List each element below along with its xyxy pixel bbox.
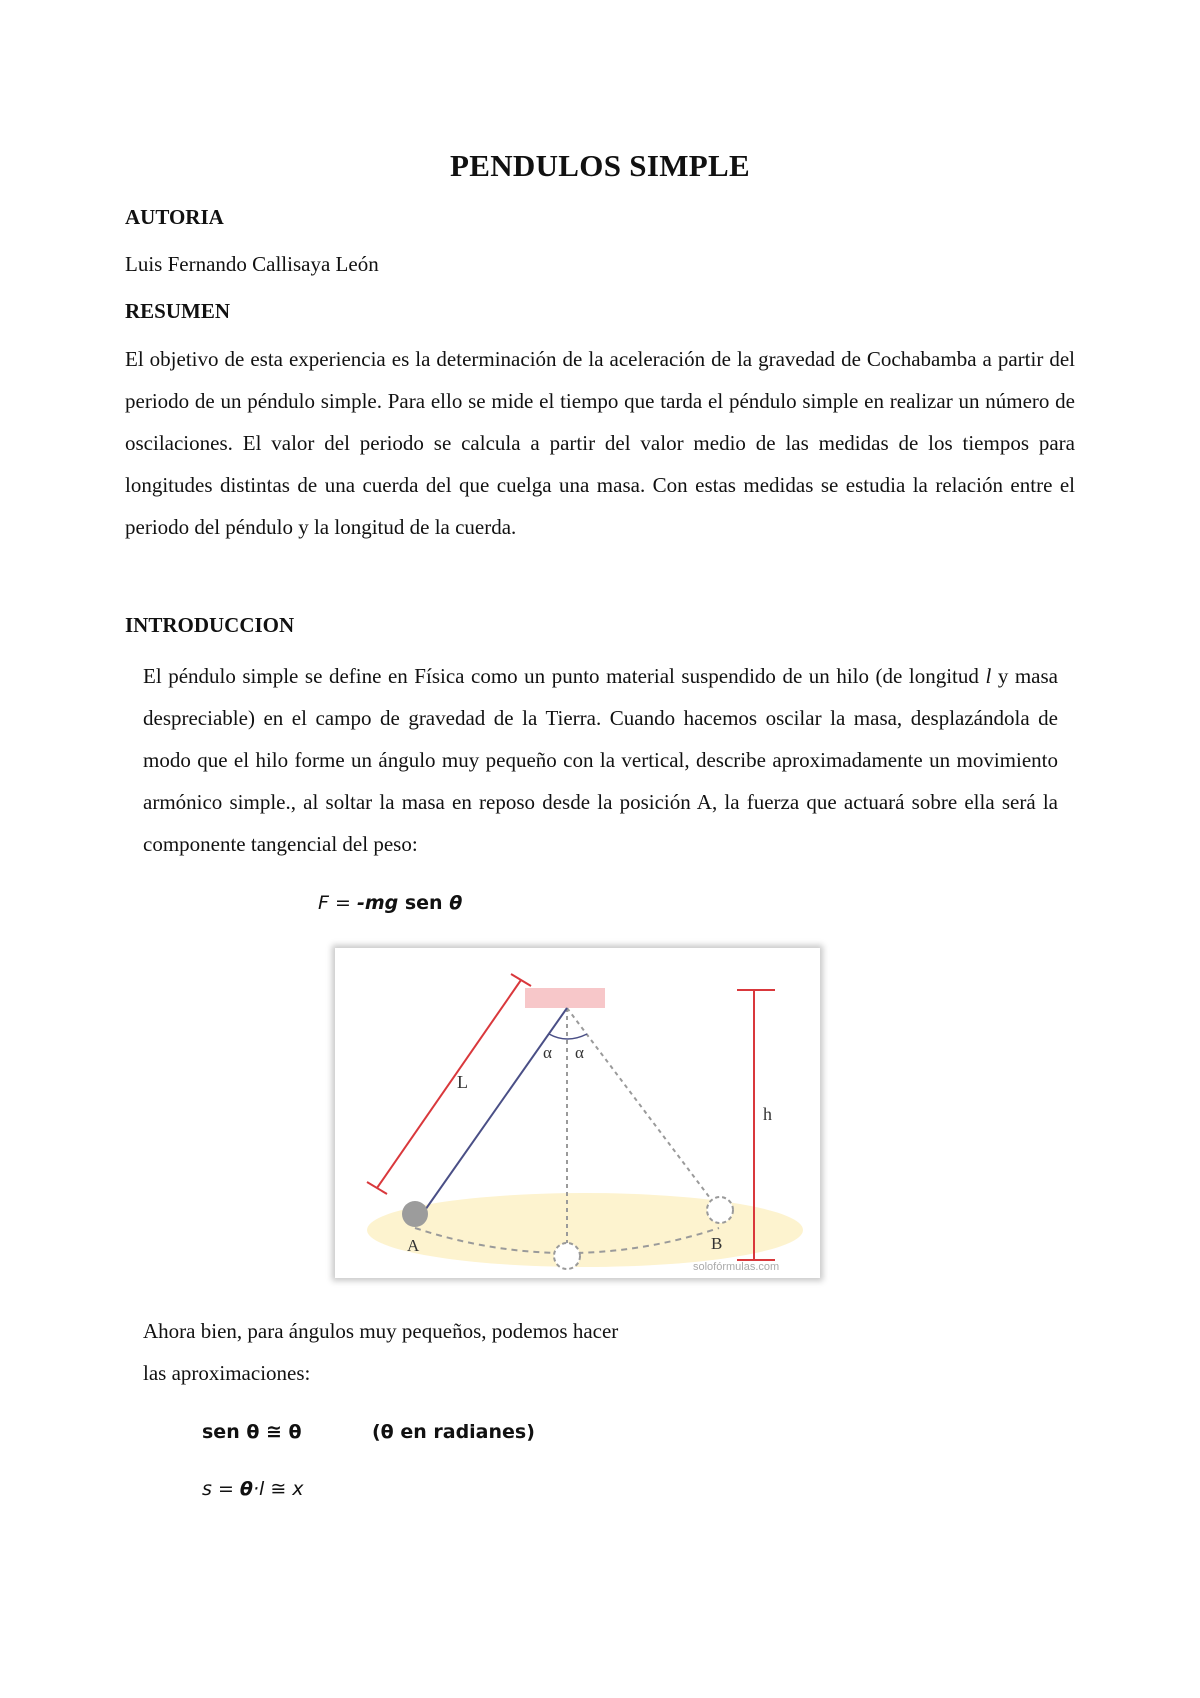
- intro-variable-l: l: [985, 664, 992, 688]
- pendulum-diagram: [335, 948, 820, 1278]
- minus-mg: -mg: [356, 892, 399, 914]
- page-title: PENDULOS SIMPLE: [450, 148, 750, 183]
- pendulum-bob-a: [402, 1201, 428, 1227]
- watermark: solofórmulas.com: [693, 1261, 780, 1273]
- label-h: h: [763, 1104, 772, 1124]
- after-line-2: las aproximaciones:: [143, 1361, 311, 1385]
- label-alpha-left: α: [543, 1043, 552, 1062]
- after-line-1: Ahora bien, para ángulos muy pequeños, podemos hacer: [143, 1319, 619, 1343]
- resumen-paragraph: [125, 338, 1075, 548]
- intro-text-part-1: El péndulo simple se define en Física como un punto material suspendido de un hilo (de longitud: [143, 664, 986, 688]
- arc-equation: s = θ·l ≅ x: [202, 1478, 304, 1500]
- arc-x: x: [292, 1478, 304, 1500]
- theta-symbol: θ: [449, 892, 463, 914]
- pendulum-figure: [335, 948, 820, 1278]
- approx-equation: sen θ ≅ θ: [202, 1421, 302, 1443]
- arc-theta: θ: [239, 1478, 253, 1500]
- label-alpha-right: α: [575, 1043, 584, 1062]
- pendulum-bob-center: [554, 1243, 580, 1269]
- label-l: L: [457, 1072, 468, 1092]
- pendulum-bob-b: [707, 1197, 733, 1223]
- force-equation: F = -mg sen θ: [318, 892, 463, 914]
- arc-s: s: [202, 1478, 212, 1500]
- after-figure-text: [143, 1310, 618, 1394]
- resumen-text: El objetivo de esta experiencia es la determinación de la aceleración de la gravedad de Cochabamba a partir del periodo de un péndulo simple. Para ello se mide el tiempo que tarda el péndulo simple en realizar un número de oscilaciones. El valor del periodo se calcula a partir del valor medio de las medidas de los tiempos para longitudes distintas de una cuerda del que cuelga una masa. Con estas medidas se estudia la relación entre el periodo del péndulo y la longitud de la cuerda.: [125, 347, 1075, 539]
- force-symbol: F: [318, 892, 329, 914]
- introduccion-heading: INTRODUCCION: [125, 613, 295, 637]
- resumen-heading: RESUMEN: [125, 299, 231, 323]
- label-a: A: [407, 1236, 420, 1255]
- radians-note: (θ en radianes): [372, 1421, 535, 1443]
- support-block: [525, 988, 605, 1008]
- label-b: B: [711, 1234, 723, 1253]
- author-name: Luis Fernando Callisaya León: [125, 252, 379, 276]
- floor-ellipse: [367, 1193, 803, 1267]
- intro-text-part-2: y masa despreciable) en el campo de gravedad de la Tierra. Cuando hacemos oscilar la masa, desplazándola de modo que el hilo forme un ángulo muy pequeño con la vertical, describe aproximadamente un movimiento armónico simple., al soltar la masa en reposo desde la posición A, la fuerza que actuará sobre ella será la componente tangencial del peso:: [143, 664, 1058, 856]
- autoria-heading: AUTORIA: [125, 205, 224, 229]
- intro-paragraph: [143, 655, 1058, 865]
